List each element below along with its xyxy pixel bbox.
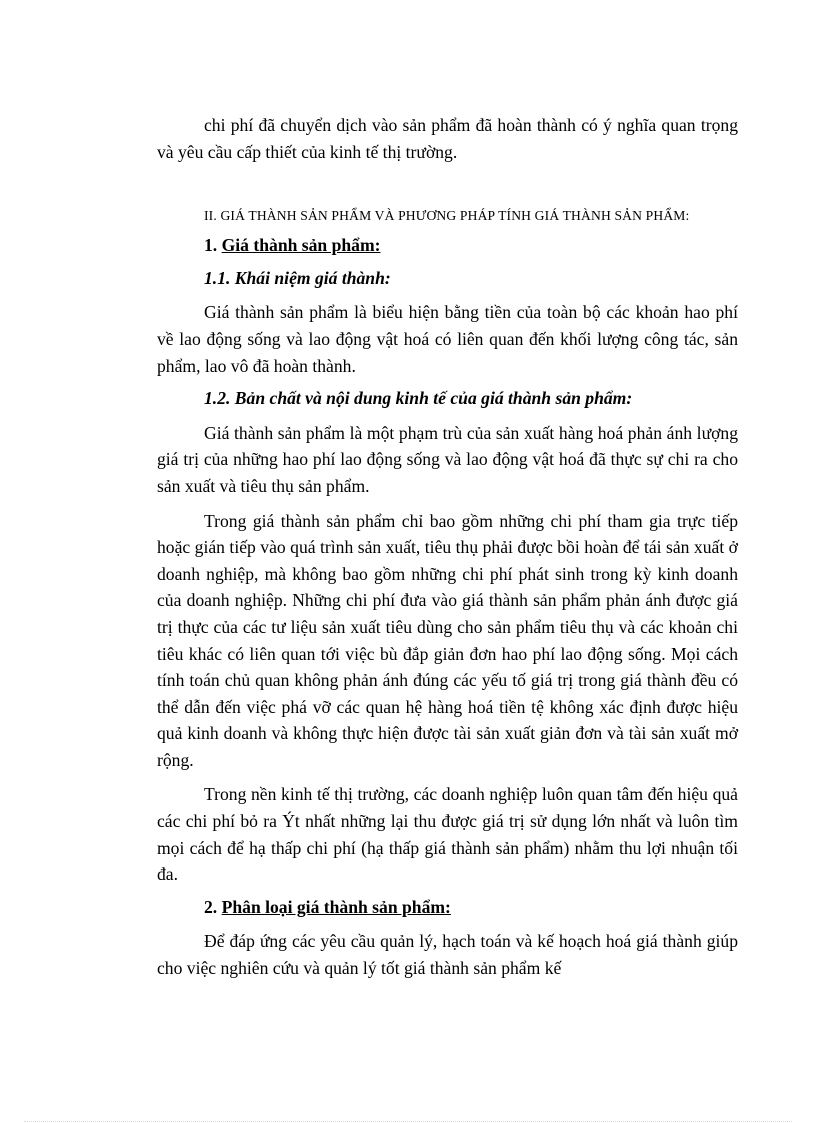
page-bottom-divider [24, 1121, 792, 1122]
heading-2-number: 2. [204, 896, 218, 917]
paragraph-classification: Để đáp ứng các yêu cầu quản lý, hạch toán và kế hoạch hoá giá thành giúp cho việc nghiên cứu và quản lý tốt giá thành sản phẩm kế [157, 931, 738, 979]
document-page [157, 112, 738, 982]
heading-1-number: 1. [204, 235, 218, 256]
heading-2 [157, 894, 738, 921]
paragraph-costs: Trong giá thành sản phẩm chỉ bao gồm những chi phí tham gia trực tiếp hoặc gián tiếp vào quá trình sản xuất, tiêu thụ phải được bồi hoàn để tái sản xuất ở doanh nghiệp, mà không bao gồm những chi phí phát sinh trong kỳ kinh doanh của doanh nghiệp. Những chi phí đưa vào giá thành sản phẩm phản ánh được giá trị thực của các tư liệu sản xuất tiêu dùng cho sản phẩm tiêu thụ và các khoản chi tiêu khác có liên quan tới việc bù đắp giản đơn hao phí lao động sống. Mọi cách tính toán chủ quan không phản ánh đúng các yếu tố giá trị trong giá thành đều có thể dẫn đến việc phá vỡ các quan hệ hàng hoá tiền tệ không xác định được hiệu quả kinh doanh và không thực hiện được tài sản xuất giản đơn và tài sản xuất mở rộng. [157, 510, 738, 770]
heading-1-2: 1.2. Bản chất và nội dung kinh tế của giá thành sản phẩm: [204, 388, 633, 409]
section-heading: II. GIÁ THÀNH SẢN PHẨM VÀ PHƯƠNG PHÁP TÍNH GIÁ THÀNH SẢN PHẨM: [204, 208, 690, 224]
paragraph-market: Trong nền kinh tế thị trường, các doanh nghiệp luôn quan tâm đến hiệu quả các chi phí bỏ ra Ýt nhất những lại thu được giá trị sử dụng lớn nhất và luôn tìm mọi cách để hạ thấp chi phí (hạ thấp giá thành sản phẩm) nhằm thu lợi nhuận tối đa. [157, 784, 738, 885]
heading-2-title: Phân loại giá thành sản phẩm: [221, 896, 451, 917]
heading-1 [157, 232, 738, 259]
paragraph-nature: Giá thành sản phẩm là một phạm trù của sản xuất hàng hoá phản ánh lượng giá trị của những hao phí lao động sống và lao động vật hoá đã thực sự chi ra cho sản xuất và tiêu thụ sản phẩm. [157, 422, 738, 496]
intro-paragraph: chi phí đã chuyển dịch vào sản phẩm đã hoàn thành có ý nghĩa quan trọng và yêu cầu cấp thiết của kinh tế thị trường. [157, 115, 738, 162]
heading-1-title: Giá thành sản phẩm: [221, 235, 381, 256]
heading-1-1: 1.1. Khái niệm giá thành: [204, 267, 391, 288]
paragraph-definition: Giá thành sản phẩm là biểu hiện bằng tiền của toàn bộ các khoản hao phí về lao động sống và lao động vật hoá có liên quan đến khối lượng công tác, sản phẩm, lao vô đã hoàn thành. [157, 302, 738, 376]
